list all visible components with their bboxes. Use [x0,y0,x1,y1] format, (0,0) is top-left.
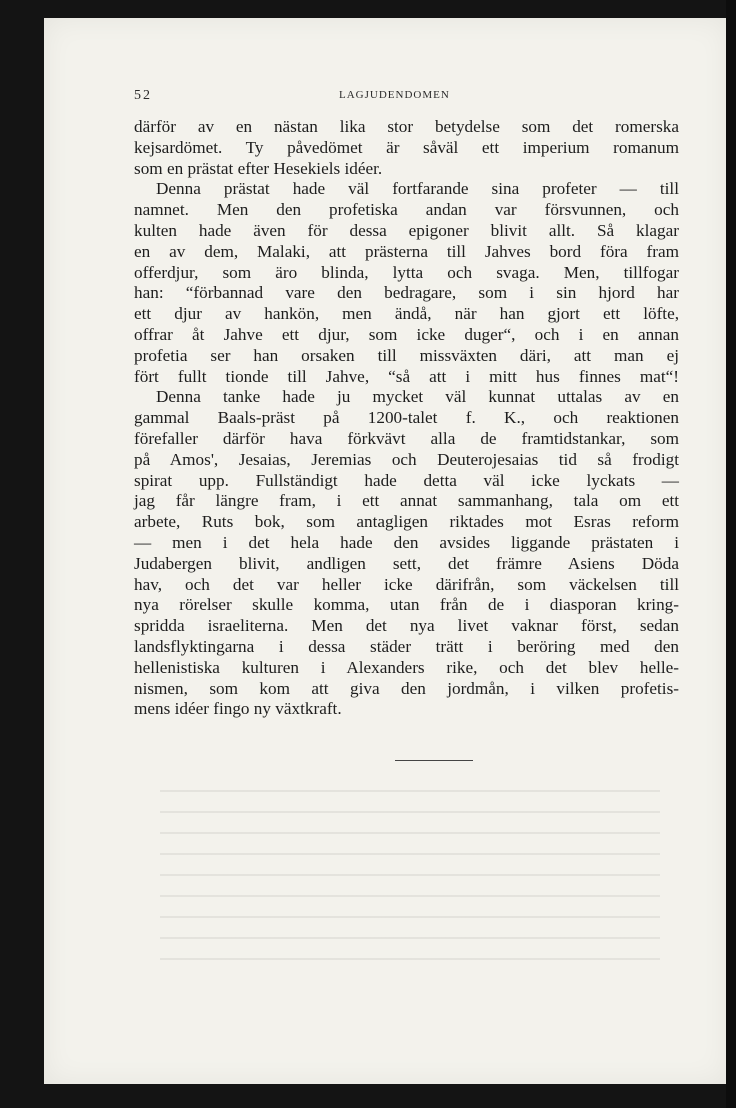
text-line: på Amos', Jesaias, Jeremias och Deuterojesaias tid så frodigt [134,449,679,469]
text-line: spirat upp. Fullständigt hade detta väl icke lyckats — [134,470,679,490]
text-line: en av dem, Malaki, att prästerna till Jahves bord föra fram [134,241,679,261]
text-line: Denna prästat hade väl fortfarande sina profeter — till [156,179,679,199]
text-line: nya rörelser skulle komma, utan från de i diasporan kring- [134,595,679,615]
text-line: Judabergen blivit, andligen sett, det främre Asiens Döda [134,553,679,573]
text-line: spridda israeliterna. Men det nya livet vaknar först, sedan [134,616,679,636]
text-line: Denna tanke hade ju mycket väl kunnat uttalas av en [156,387,679,407]
text-line: kulten hade även för dessa epigoner blivit allt. Så klagar [134,220,679,240]
scan-edge [726,0,736,1108]
running-head: LAGJUDENDOMEN [339,89,450,101]
text-line: förefaller därför hava förkvävt alla de framtidstankar, som [134,428,679,448]
text-line: offerdjur, som äro blinda, lytta och svaga. Men, tillfogar [134,262,679,282]
text-line: hellenistiska kulturen i Alexanders rike, och det blev helle- [134,657,679,677]
text-line: han: “förbannad vare den bedragare, som i sin hjord har [134,283,679,303]
text-line: namnet. Men den profetiska andan var försvunnen, och [134,200,679,220]
section-divider [395,760,473,761]
text-line: — men i det hela hade den avsides liggande prästaten i [134,532,679,552]
text-line: gammal Baals-präst på 1200-talet f. K., och reaktionen [134,408,679,428]
text-line: fört fullt tionde till Jahve, “så att i mitt hus finnes mat“! [134,366,679,386]
text-line: jag får längre fram, i ett annat sammanhang, tala om ett [134,491,679,511]
text-line: kejsardömet. Ty påvedömet är såväl ett imperium romanum [134,137,679,157]
text-line: hav, och det var heller icke därifrån, som väckelsen till [134,574,679,594]
body-text [134,117,679,720]
text-line: som en prästat efter Hesekiels idéer. [134,158,383,178]
text-line: arbete, Ruts bok, som antagligen riktades mot Esras reform [134,512,679,532]
text-line: mens idéer fingo ny växtkraft. [134,699,342,719]
text-line: nismen, som kom att giva den jordmån, i vilken profetis- [134,678,679,698]
text-line: profetia ser han orsaken till missväxten däri, att man ej [134,345,679,365]
page-number: 52 [134,88,152,103]
text-line: offrar åt Jahve ett djur, som icke duger“, och i en annan [134,324,679,344]
text-line: ett djur av hankön, men ändå, när han gjort ett löfte, [134,304,679,324]
show-through-texture [160,778,660,968]
text-line: landsflyktingarna i dessa städer trätt i beröring med den [134,636,679,656]
text-line: därför av en nästan lika stor betydelse som det romerska [134,117,679,136]
